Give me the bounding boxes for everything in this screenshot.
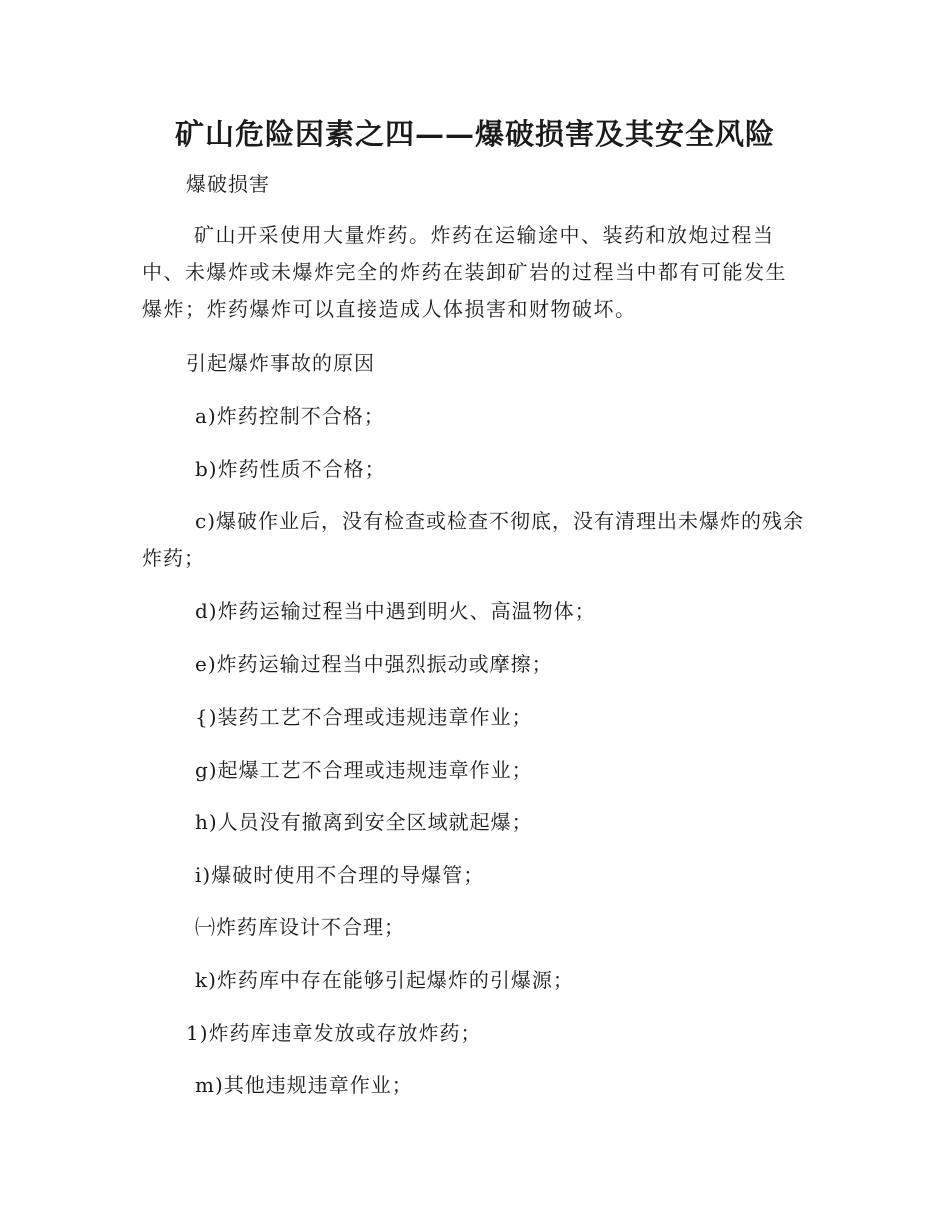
cause-item-c: c)爆破作业后，没有检查或检查不彻底，没有清理出未爆炸的残余炸药；	[142, 509, 805, 570]
cause-item-d: d)炸药运输过程当中遇到明火、高温物体；	[195, 599, 596, 623]
cause-item-a: a)炸药控制不合格；	[195, 404, 385, 428]
document-title: 矿山危险因素之四——爆破损害及其安全风险	[174, 117, 775, 151]
cause-item-h: h)人员没有撤离到安全区域就起爆；	[195, 810, 533, 834]
cause-item-m: m)其他违规违章作业；	[195, 1073, 413, 1097]
cause-item-f: {)装药工艺不合理或违规违章作业；	[195, 705, 533, 729]
cause-item-i: i)爆破时使用不合理的导爆管；	[195, 863, 485, 887]
cause-item-b: b)炸药性质不合格；	[195, 457, 386, 481]
cause-item-k: k)炸药库中存在能够引起爆炸的引爆源；	[195, 968, 574, 992]
section-heading-blast-damage: 爆破损害	[186, 172, 270, 196]
cause-item-l: 1)炸药库违章发放或存放炸药；	[186, 1021, 482, 1045]
cause-item-j: ㈠炸药库设计不合理；	[195, 915, 405, 939]
section-heading-causes: 引起爆炸事故的原因	[186, 351, 375, 375]
cause-item-e: e)炸药运输过程当中强烈振动或摩擦；	[195, 652, 553, 676]
cause-item-g: g)起爆工艺不合理或违规违章作业；	[195, 758, 533, 782]
intro-paragraph: 矿山开采使用大量炸药。炸药在运输途中、装药和放炮过程当中、未爆炸或未爆炸完全的炸药在装卸矿岩的过程当中都有可能发生爆炸；炸药爆炸可以直接造成人体损害和财物破坏。	[142, 223, 787, 321]
